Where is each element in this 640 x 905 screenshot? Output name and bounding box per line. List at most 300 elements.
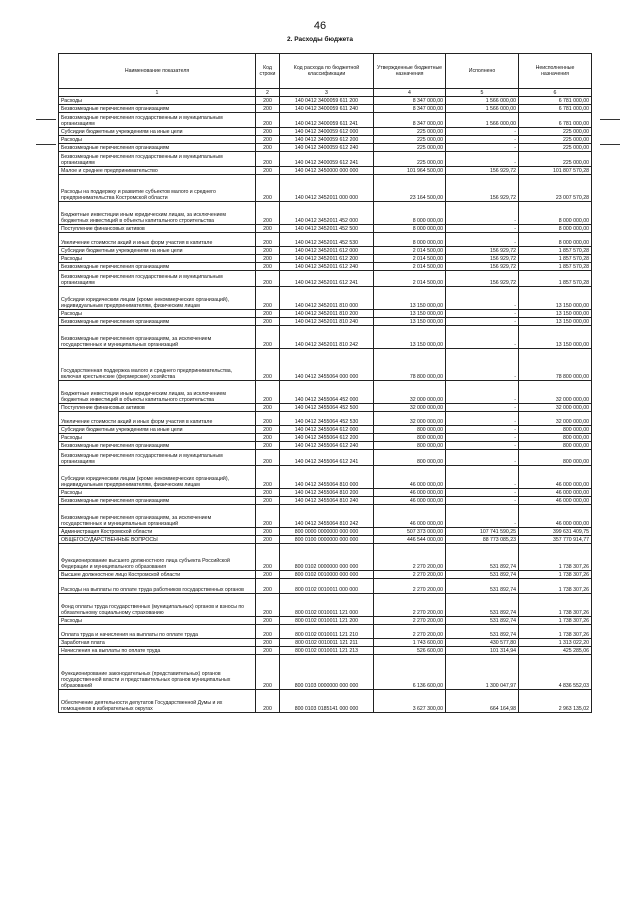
- table-row: [59, 233, 592, 247]
- cell-name: Безвозмездные перечисления государственным и муниципальным организациям: [59, 113, 256, 128]
- cell-code: 800 0102 0000000 000 000: [280, 544, 374, 571]
- cell-line: 200: [256, 528, 280, 536]
- cell-line: 200: [256, 144, 280, 152]
- cell-remaining: 225 000,00: [519, 152, 592, 167]
- cell-line: 200: [256, 233, 280, 247]
- table-row: [59, 225, 592, 233]
- cell-line: 200: [256, 639, 280, 647]
- scan-mark: [600, 119, 620, 120]
- cell-line: 200: [256, 113, 280, 128]
- cell-remaining: 1 857 570,28: [519, 271, 592, 287]
- table-row: [59, 167, 592, 175]
- cell-name: Функционирование законодательных (представительных) органов государственной власти и представительных органов муниципальных образований: [59, 655, 256, 690]
- cell-line: 200: [256, 647, 280, 655]
- index-cell: 1: [59, 89, 256, 97]
- cell-code: 800 0100 0000000 000 000: [280, 536, 374, 544]
- cell-name: Расходы на выплаты по оплате труда работников государственных органов: [59, 579, 256, 594]
- cell-remaining: 32 000 000,00: [519, 404, 592, 412]
- cell-approved: 13 150 000,00: [374, 318, 446, 326]
- cell-approved: 13 150 000,00: [374, 310, 446, 318]
- cell-line: 200: [256, 690, 280, 713]
- cell-line: 200: [256, 466, 280, 489]
- cell-approved: 526 600,00: [374, 647, 446, 655]
- cell-remaining: 13 150 000,00: [519, 326, 592, 349]
- cell-approved: 78 800 000,00: [374, 349, 446, 381]
- cell-approved: 2 014 500,00: [374, 263, 446, 271]
- cell-code: 140 0412 3400059 612 200: [280, 136, 374, 144]
- cell-name: Безвозмездные перечисления организациям: [59, 318, 256, 326]
- cell-code: 140 0412 3452011 810 242: [280, 326, 374, 349]
- header-approved: Утвержденные бюджетные назначения: [374, 54, 446, 89]
- cell-executed: 664 164,98: [446, 690, 519, 713]
- cell-name: Расходы: [59, 617, 256, 625]
- cell-executed: 1 566 000,00: [446, 113, 519, 128]
- cell-line: 200: [256, 167, 280, 175]
- cell-remaining: 800 000,00: [519, 434, 592, 442]
- cell-name: Расходы: [59, 255, 256, 263]
- table-row: [59, 639, 592, 647]
- cell-code: 140 0412 3452011 810 200: [280, 310, 374, 318]
- table-row: [59, 247, 592, 255]
- cell-line: 200: [256, 655, 280, 690]
- index-cell: 6: [519, 89, 592, 97]
- table-row: [59, 617, 592, 625]
- index-cell: 3: [280, 89, 374, 97]
- cell-line: 200: [256, 202, 280, 225]
- cell-approved: 46 000 000,00: [374, 505, 446, 528]
- cell-line: 200: [256, 404, 280, 412]
- table-row: [59, 263, 592, 271]
- index-cell: 5: [446, 89, 519, 97]
- cell-name: Безвозмездные перечисления организациям: [59, 497, 256, 505]
- cell-name: Высшее должностное лицо Костромской области: [59, 571, 256, 579]
- cell-approved: 101 964 500,00: [374, 167, 446, 175]
- cell-line: 200: [256, 505, 280, 528]
- cell-approved: 32 000 000,00: [374, 412, 446, 426]
- cell-code: 800 0103 0185141 000 000: [280, 690, 374, 713]
- cell-executed: -: [446, 136, 519, 144]
- cell-approved: 800 000,00: [374, 442, 446, 450]
- cell-code: 140 0412 3450000 000 000: [280, 167, 374, 175]
- cell-remaining: 800 000,00: [519, 450, 592, 466]
- cell-code: 800 0102 0010011 000 000: [280, 579, 374, 594]
- cell-remaining: 8 000 000,00: [519, 225, 592, 233]
- cell-name: Расходы: [59, 97, 256, 105]
- cell-approved: 23 164 500,00: [374, 175, 446, 202]
- table-row: [59, 105, 592, 113]
- cell-remaining: 1 857 570,28: [519, 255, 592, 263]
- cell-executed: -: [446, 326, 519, 349]
- section-title: 2. Расходы бюджета: [287, 36, 353, 43]
- cell-executed: -: [446, 128, 519, 136]
- cell-name: Поступление финансовых активов: [59, 225, 256, 233]
- cell-code: 140 0412 3455064 452 000: [280, 381, 374, 404]
- cell-remaining: 1 738 307,26: [519, 571, 592, 579]
- cell-line: 200: [256, 271, 280, 287]
- cell-name: Безвозмездные перечисления государственным и муниципальным организациям: [59, 152, 256, 167]
- cell-name: Бюджетные инвестиции иным юридическим лицам, за исключением бюджетных инвестиций в объекты капитального строительства: [59, 381, 256, 404]
- cell-name: Безвозмездные перечисления организациям: [59, 144, 256, 152]
- cell-code: 140 0412 3452011 452 500: [280, 225, 374, 233]
- index-row: [59, 89, 592, 97]
- table-row: [59, 310, 592, 318]
- table-row: [59, 175, 592, 202]
- cell-remaining: 1 738 307,26: [519, 594, 592, 617]
- cell-approved: 6 136 600,00: [374, 655, 446, 690]
- cell-code: 140 0412 3452011 000 000: [280, 175, 374, 202]
- table-row: [59, 655, 592, 690]
- cell-line: 200: [256, 152, 280, 167]
- cell-executed: 430 577,80: [446, 639, 519, 647]
- cell-executed: -: [446, 426, 519, 434]
- cell-approved: 2 270 200,00: [374, 544, 446, 571]
- cell-remaining: 13 150 000,00: [519, 310, 592, 318]
- cell-approved: 32 000 000,00: [374, 404, 446, 412]
- cell-executed: 1 300 047,97: [446, 655, 519, 690]
- cell-executed: 88 773 085,23: [446, 536, 519, 544]
- cell-approved: 2 014 500,00: [374, 247, 446, 255]
- cell-approved: 225 000,00: [374, 136, 446, 144]
- cell-name: Безвозмездные перечисления организациям: [59, 263, 256, 271]
- cell-executed: -: [446, 381, 519, 404]
- header-name: Наименование показателя: [59, 54, 256, 89]
- cell-remaining: 1 738 307,26: [519, 617, 592, 625]
- cell-executed: 156 929,72: [446, 247, 519, 255]
- cell-name: Расходы на поддержку и развитие субъектов малого и среднего предпринимательства Костромской области: [59, 175, 256, 202]
- cell-code: 140 0412 3455064 612 200: [280, 434, 374, 442]
- cell-code: 140 0412 3452011 612 000: [280, 247, 374, 255]
- table-row: [59, 544, 592, 571]
- cell-code: 140 0412 3400059 611 200: [280, 97, 374, 105]
- cell-line: 200: [256, 263, 280, 271]
- table-row: [59, 536, 592, 544]
- cell-name: Поступление финансовых активов: [59, 404, 256, 412]
- cell-remaining: 101 807 570,28: [519, 167, 592, 175]
- cell-approved: 2 014 500,00: [374, 271, 446, 287]
- table-row: [59, 202, 592, 225]
- cell-remaining: 6 781 000,00: [519, 113, 592, 128]
- cell-code: 800 0102 0010011 121 211: [280, 639, 374, 647]
- cell-code: 140 0412 3455064 452 500: [280, 404, 374, 412]
- table-row: [59, 113, 592, 128]
- scan-mark: [600, 144, 620, 145]
- header-line-code: Код строки: [256, 54, 280, 89]
- cell-line: 200: [256, 105, 280, 113]
- cell-name: Субсидии юридическим лицам (кроме некоммерческих организаций), индивидуальным предпринимателям, физическим лицам: [59, 466, 256, 489]
- cell-remaining: 4 836 552,03: [519, 655, 592, 690]
- cell-approved: 13 150 000,00: [374, 287, 446, 310]
- cell-code: 140 0412 3455064 000 000: [280, 349, 374, 381]
- cell-line: 200: [256, 625, 280, 639]
- scan-mark: [36, 144, 56, 145]
- cell-approved: 8 000 000,00: [374, 233, 446, 247]
- cell-executed: -: [446, 349, 519, 381]
- cell-code: 800 0102 0010011 121 210: [280, 625, 374, 639]
- table-row: [59, 489, 592, 497]
- cell-line: 200: [256, 571, 280, 579]
- cell-line: 200: [256, 225, 280, 233]
- cell-line: 200: [256, 381, 280, 404]
- cell-line: 200: [256, 450, 280, 466]
- cell-code: 140 0412 3452011 452 530: [280, 233, 374, 247]
- cell-executed: -: [446, 202, 519, 225]
- cell-name: Безвозмездные перечисления государственным и муниципальным организациям: [59, 450, 256, 466]
- cell-approved: 2 270 200,00: [374, 617, 446, 625]
- header-executed: Исполнено: [446, 54, 519, 89]
- cell-approved: 2 014 500,00: [374, 255, 446, 263]
- cell-code: 140 0412 3400059 612 241: [280, 152, 374, 167]
- cell-name: Фонд оплаты труда государственных (муниципальных) органов и взносы по обязательному социальному страхованию: [59, 594, 256, 617]
- cell-name: Увеличение стоимости акций и иных форм участия в капитале: [59, 233, 256, 247]
- cell-line: 200: [256, 497, 280, 505]
- cell-code: 140 0412 3455064 612 000: [280, 426, 374, 434]
- table-row: [59, 381, 592, 404]
- table-row: [59, 450, 592, 466]
- cell-executed: -: [446, 505, 519, 528]
- cell-approved: 225 000,00: [374, 128, 446, 136]
- cell-code: 140 0412 3455064 612 241: [280, 450, 374, 466]
- cell-approved: 800 000,00: [374, 450, 446, 466]
- cell-approved: 2 270 200,00: [374, 571, 446, 579]
- cell-approved: 507 373 000,00: [374, 528, 446, 536]
- table-row: [59, 97, 592, 105]
- cell-code: 140 0412 3452011 810 000: [280, 287, 374, 310]
- cell-name: Государственная поддержка малого и среднего предпринимательства, включая крестьянские (фермерские) хозяйства: [59, 349, 256, 381]
- cell-remaining: 225 000,00: [519, 128, 592, 136]
- cell-line: 200: [256, 136, 280, 144]
- cell-line: 200: [256, 412, 280, 426]
- cell-executed: 156 929,72: [446, 255, 519, 263]
- cell-code: 140 0412 3455064 612 240: [280, 442, 374, 450]
- cell-line: 200: [256, 544, 280, 571]
- cell-executed: 1 566 000,00: [446, 105, 519, 113]
- table-row: [59, 412, 592, 426]
- cell-line: 200: [256, 442, 280, 450]
- cell-approved: 8 347 000,00: [374, 113, 446, 128]
- table-row: [59, 434, 592, 442]
- cell-executed: -: [446, 466, 519, 489]
- cell-code: 800 0000 0000000 000 000: [280, 528, 374, 536]
- cell-name: Функционирование высшего должностного лица субъекта Российской Федерации и муниципального образования: [59, 544, 256, 571]
- expenditure-table: [58, 53, 592, 713]
- cell-executed: 156 929,72: [446, 271, 519, 287]
- cell-executed: 531 892,74: [446, 625, 519, 639]
- cell-approved: 800 000,00: [374, 426, 446, 434]
- cell-executed: -: [446, 412, 519, 426]
- table-row: [59, 505, 592, 528]
- cell-line: 200: [256, 594, 280, 617]
- cell-executed: -: [446, 450, 519, 466]
- cell-code: 140 0412 3400059 611 240: [280, 105, 374, 113]
- cell-name: Расходы: [59, 434, 256, 442]
- cell-approved: 8 347 000,00: [374, 105, 446, 113]
- table-row: [59, 144, 592, 152]
- table-row: [59, 647, 592, 655]
- cell-line: 200: [256, 310, 280, 318]
- cell-name: Заработная плата: [59, 639, 256, 647]
- cell-remaining: 46 000 000,00: [519, 466, 592, 489]
- cell-line: 200: [256, 349, 280, 381]
- cell-executed: 531 892,74: [446, 617, 519, 625]
- cell-executed: -: [446, 152, 519, 167]
- cell-code: 140 0412 3452011 452 000: [280, 202, 374, 225]
- cell-name: Оплата труда и начисления на выплаты по оплате труда: [59, 625, 256, 639]
- cell-approved: 8 000 000,00: [374, 225, 446, 233]
- cell-remaining: 46 000 000,00: [519, 489, 592, 497]
- cell-approved: 2 270 200,00: [374, 625, 446, 639]
- cell-line: 200: [256, 175, 280, 202]
- cell-approved: 46 000 000,00: [374, 466, 446, 489]
- table-row: [59, 442, 592, 450]
- cell-line: 200: [256, 97, 280, 105]
- cell-remaining: 13 150 000,00: [519, 287, 592, 310]
- cell-name: Субсидии бюджетным учреждениям на иные цели: [59, 426, 256, 434]
- cell-executed: 101 314,94: [446, 647, 519, 655]
- cell-approved: 446 544 000,00: [374, 536, 446, 544]
- cell-remaining: 425 285,06: [519, 647, 592, 655]
- cell-line: 200: [256, 255, 280, 263]
- cell-code: 140 0412 3455064 452 530: [280, 412, 374, 426]
- cell-approved: 800 000,00: [374, 434, 446, 442]
- cell-approved: 13 150 000,00: [374, 326, 446, 349]
- cell-line: 200: [256, 318, 280, 326]
- table-row: [59, 625, 592, 639]
- cell-remaining: 800 000,00: [519, 442, 592, 450]
- cell-approved: 32 000 000,00: [374, 381, 446, 404]
- table-row: [59, 349, 592, 381]
- page-number: 46: [313, 20, 327, 32]
- cell-code: 140 0412 3455064 810 240: [280, 497, 374, 505]
- cell-remaining: 1 738 307,26: [519, 579, 592, 594]
- cell-line: 200: [256, 434, 280, 442]
- table-row: [59, 255, 592, 263]
- cell-name: Администрация Костромской области: [59, 528, 256, 536]
- cell-line: 200: [256, 617, 280, 625]
- cell-name: Безвозмездные перечисления организациям, за исключением государственных и муниципальных организаций: [59, 326, 256, 349]
- cell-executed: -: [446, 404, 519, 412]
- cell-line: 200: [256, 536, 280, 544]
- cell-remaining: 13 150 000,00: [519, 318, 592, 326]
- cell-remaining: 32 000 000,00: [519, 381, 592, 404]
- cell-line: 200: [256, 426, 280, 434]
- table-row: [59, 466, 592, 489]
- cell-name: Обеспечение деятельности депутатов Государственной Думы и их помощников в избирательных округах: [59, 690, 256, 713]
- cell-name: Увеличение стоимости акций и иных форм участия в капитале: [59, 412, 256, 426]
- cell-executed: -: [446, 434, 519, 442]
- table-row: [59, 426, 592, 434]
- cell-executed: 107 741 590,25: [446, 528, 519, 536]
- cell-code: 140 0412 3455064 810 200: [280, 489, 374, 497]
- cell-line: 200: [256, 247, 280, 255]
- cell-name: Безвозмездные перечисления организациям: [59, 105, 256, 113]
- cell-remaining: 6 781 000,00: [519, 105, 592, 113]
- cell-remaining: 225 000,00: [519, 136, 592, 144]
- cell-remaining: 6 781 000,00: [519, 97, 592, 105]
- cell-code: 800 0102 0010011 121 200: [280, 617, 374, 625]
- index-cell: 2: [256, 89, 280, 97]
- cell-remaining: 1 313 022,20: [519, 639, 592, 647]
- cell-approved: 3 627 300,00: [374, 690, 446, 713]
- cell-name: Малое и среднее предпринимательство: [59, 167, 256, 175]
- cell-approved: 46 000 000,00: [374, 497, 446, 505]
- table-row: [59, 128, 592, 136]
- cell-executed: -: [446, 233, 519, 247]
- cell-name: Субсидии бюджетным учреждениям на иные цели: [59, 247, 256, 255]
- cell-name: ОБЩЕГОСУДАРСТВЕННЫЕ ВОПРОСЫ: [59, 536, 256, 544]
- cell-remaining: 8 000 000,00: [519, 233, 592, 247]
- table-row: [59, 594, 592, 617]
- cell-remaining: 78 800 000,00: [519, 349, 592, 381]
- cell-line: 200: [256, 287, 280, 310]
- cell-remaining: 1 857 570,28: [519, 263, 592, 271]
- cell-code: 140 0412 3400059 612 000: [280, 128, 374, 136]
- cell-remaining: 225 000,00: [519, 144, 592, 152]
- cell-line: 200: [256, 326, 280, 349]
- index-cell: 4: [374, 89, 446, 97]
- cell-executed: -: [446, 442, 519, 450]
- cell-code: 140 0412 3452011 612 240: [280, 263, 374, 271]
- cell-name: Субсидии бюджетным учреждениям на иные цели: [59, 128, 256, 136]
- cell-approved: 225 000,00: [374, 144, 446, 152]
- cell-code: 800 0102 0010011 121 213: [280, 647, 374, 655]
- cell-remaining: 23 007 570,28: [519, 175, 592, 202]
- cell-executed: 531 892,74: [446, 594, 519, 617]
- cell-executed: -: [446, 225, 519, 233]
- cell-executed: 531 892,74: [446, 544, 519, 571]
- cell-code: 140 0412 3452011 612 200: [280, 255, 374, 263]
- table-row: [59, 497, 592, 505]
- cell-executed: 531 892,74: [446, 579, 519, 594]
- cell-line: 200: [256, 489, 280, 497]
- cell-remaining: 1 857 570,28: [519, 247, 592, 255]
- cell-executed: -: [446, 144, 519, 152]
- cell-remaining: 1 738 307,26: [519, 625, 592, 639]
- cell-name: Бюджетные инвестиции иным юридическим лицам, за исключением бюджетных инвестиций в объекты капитального строительства: [59, 202, 256, 225]
- table-row: [59, 136, 592, 144]
- cell-executed: 156 929,72: [446, 167, 519, 175]
- cell-code: 140 0412 3452011 612 241: [280, 271, 374, 287]
- cell-name: Субсидии юридическим лицам (кроме некоммерческих организаций), индивидуальным предпринимателям, физическим лицам: [59, 287, 256, 310]
- table-row: [59, 271, 592, 287]
- table-row: [59, 318, 592, 326]
- cell-name: Безвозмездные перечисления организациям, за исключением государственных и муниципальных организаций: [59, 505, 256, 528]
- cell-name: Расходы: [59, 489, 256, 497]
- cell-code: 140 0412 3455064 810 000: [280, 466, 374, 489]
- cell-name: Безвозмездные перечисления организациям: [59, 442, 256, 450]
- table-row: [59, 404, 592, 412]
- cell-code: 800 0102 0010011 121 000: [280, 594, 374, 617]
- header-remaining: Неисполненные назначения: [519, 54, 592, 89]
- cell-remaining: 1 738 307,26: [519, 544, 592, 571]
- cell-code: 140 0412 3452011 810 240: [280, 318, 374, 326]
- cell-executed: -: [446, 287, 519, 310]
- cell-approved: 8 347 000,00: [374, 97, 446, 105]
- table-row: [59, 579, 592, 594]
- cell-approved: 225 000,00: [374, 152, 446, 167]
- cell-executed: -: [446, 318, 519, 326]
- cell-name: Начисления на выплаты по оплате труда: [59, 647, 256, 655]
- cell-executed: 531 892,74: [446, 571, 519, 579]
- cell-approved: 2 270 200,00: [374, 594, 446, 617]
- cell-name: Безвозмездные перечисления государственным и муниципальным организациям: [59, 271, 256, 287]
- cell-executed: 156 929,72: [446, 263, 519, 271]
- cell-remaining: 32 000 000,00: [519, 412, 592, 426]
- table-row: [59, 152, 592, 167]
- cell-code: 140 0412 3400059 611 241: [280, 113, 374, 128]
- scan-mark: [36, 119, 56, 120]
- cell-code: 140 0412 3400059 612 240: [280, 144, 374, 152]
- cell-executed: 156 929,72: [446, 175, 519, 202]
